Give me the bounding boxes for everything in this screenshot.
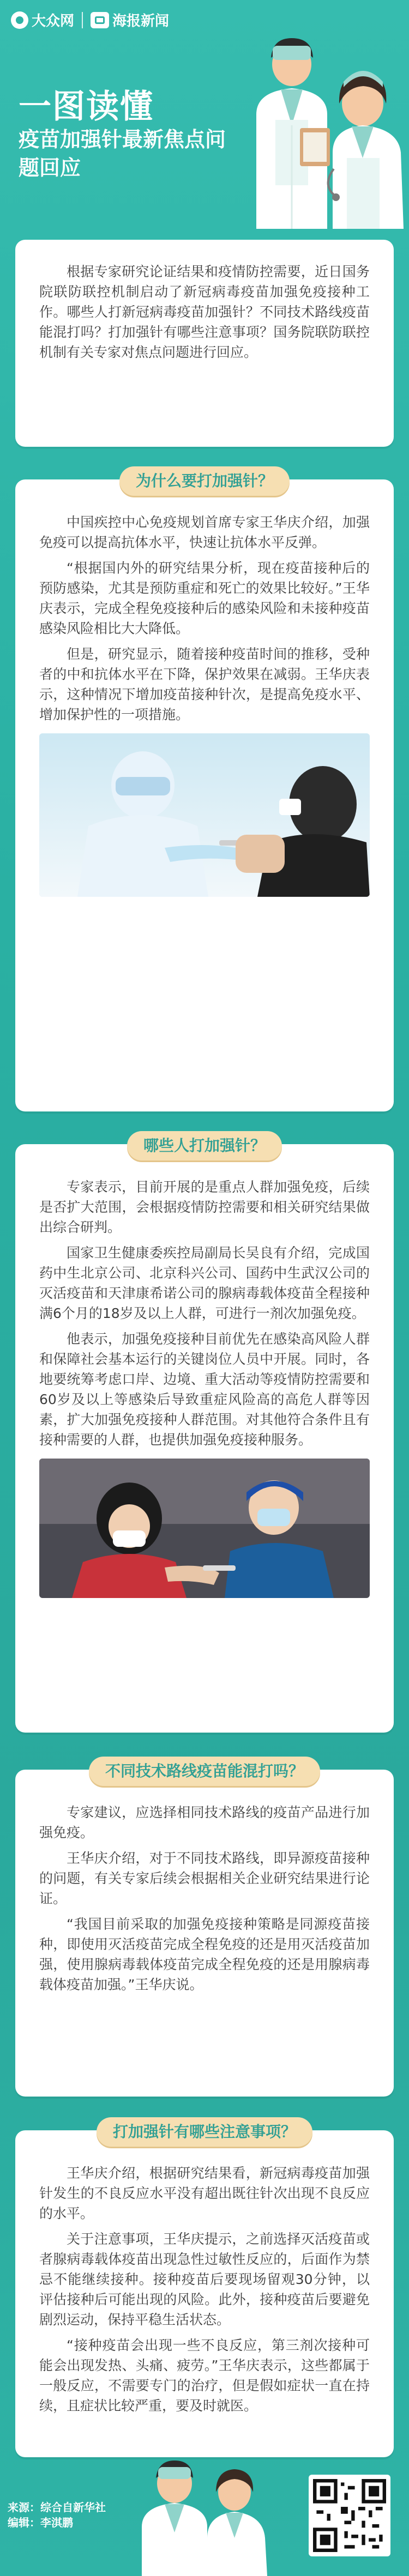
vaccination-photo-2: [39, 1459, 370, 1598]
footer-doctors-illustration: [120, 2445, 284, 2576]
section-1-paragraph: 但是，研究显示，随着接种疫苗时间的推移，受种者的中和抗体水平在下降，保护效果在减弱。王华庆表示，这种情况下增加疫苗接种针次，是提高免疫水平、增加保护性的一项措施。: [39, 646, 370, 722]
footer: [0, 2423, 409, 2576]
brand-divider: [82, 12, 83, 28]
section-title-4: 打加强针有哪些注意事项？: [97, 2117, 312, 2147]
brand-primary-label: 大众网: [32, 13, 75, 29]
brand-secondary-label: 海报新闻: [112, 13, 170, 29]
section-2-paragraph: 专家表示，目前开展的是重点人群加强免疫，后续是否扩大范围，会根据疫情防控需要和相关研究结果做出综合研判。: [39, 1179, 370, 1235]
section-4-paragraph: 关于注意事项，王华庆提示，之前选择灭活疫苗或者腺病毒载体疫苗出现急性过敏性反应的，后面作为禁忌不能继续接种。接种疫苗后要现场留观30分钟，以评估接种后可能出现的风险。此外，接种疫苗后要避免剧烈运动，保持平稳生活状态。: [39, 2231, 370, 2328]
section-card-3: [15, 1762, 394, 2097]
intro-text: 根据专家研究论证结果和疫情防控需要，近日国务院联防联控机制启动了新冠病毒疫苗加强免疫接种工作。哪些人打新冠病毒疫苗加强针？不同技术路线疫苗能混打吗？打加强针有哪些注意事项？国务院联防联控机制有关专家对焦点问题进行回应。: [39, 264, 370, 360]
brand-secondary-logo[interactable]: [91, 10, 169, 30]
dazhong-logo-icon: [11, 11, 28, 29]
section-title-3: 不同技术路线疫苗能混打吗？: [89, 1757, 320, 1786]
section-1-paragraph: 中国疾控中心免疫规划首席专家王华庆介绍，加强免疫可以提高抗体水平，快速让抗体水平反弹。: [39, 514, 370, 550]
footer-editor: 编辑：李淇鹏: [8, 2516, 73, 2529]
section-card-1: [15, 472, 394, 1111]
page-subtitle: 疫苗加强针最新焦点问题回应: [19, 127, 226, 180]
section-title-2: 哪些人打加强针？: [127, 1131, 282, 1161]
section-card-2: [15, 1137, 394, 1733]
qr-code[interactable]: [309, 2475, 390, 2556]
section-2-paragraph: 他表示，加强免疫接种目前优先在感染高风险人群和保障社会基本运行的关键岗位人员中开展。同时，各地要统筹考虑口岸、边境、重大活动等疫情防控需要和60岁及以上等感染后导致重症风险高的高危人群等因素，扩大加强免疫接种人群范围。对其他符合条件且有接种需要的人群，也提供加强免疫接种服务。: [39, 1331, 370, 1448]
vaccination-photo-1: [39, 733, 370, 897]
qr-code-icon: [313, 2479, 386, 2552]
section-card-4: [15, 2123, 394, 2457]
section-2-paragraph: 国家卫生健康委疾控局副局长吴良有介绍，完成国药中生北京公司、北京科兴公司、国药中生武汉公司的灭活疫苗和天津康希诺公司的腺病毒载体疫苗全程接种满6个月的18岁及以上人群，可进行一剂次加强免疫。: [39, 1245, 370, 1321]
section-3-paragraph: 专家建议，应选择相同技术路线的疫苗产品进行加强免疫。: [39, 1805, 370, 1840]
section-4-paragraph: 王华庆介绍，根据研究结果看，新冠病毒疫苗加强针发生的不良反应水平没有超出既往针次出现不良反应的水平。: [39, 2165, 370, 2221]
section-4-paragraph: “接种疫苗会出现一些不良反应，第三剂次接种可能会出现发热、头痛、疲劳。”王华庆表示，这些都属于一般反应，不需要专门的治疗，但是假如症状一直在持续，且症状比较严重，要及时就医。: [39, 2337, 370, 2414]
section-3-paragraph: “我国目前采取的加强免疫接种策略是同源疫苗接种，即使用灭活疫苗完成全程免疫的还是用灭活疫苗加强，使用腺病毒载体疫苗完成全程免疫的还是用腺病毒载体疫苗加强。”王华庆说。: [39, 1916, 370, 1992]
intro-card: [15, 240, 394, 447]
female-doctor-figure: [328, 71, 404, 229]
section-1-paragraph: “根据国内外的研究结果分析，现在疫苗接种后的预防感染，尤其是预防重症和死亡的效果比较好。”王华庆表示，完成全程免疫接种后的感染风险和未接种疫苗感染风险相比大大降低。: [39, 560, 370, 636]
footer-credits: [8, 2500, 106, 2530]
page-title: 一图读懂: [19, 88, 154, 126]
brand-bar: [11, 10, 169, 30]
brand-primary-logo[interactable]: [11, 10, 74, 30]
haibao-logo-icon: [91, 12, 109, 28]
doctors-illustration: [240, 22, 404, 229]
section-3-paragraph: 王华庆介绍，对于不同技术路线，即异源疫苗接种的问题，有关专家后续会根据相关企业研究结果进行论证。: [39, 1850, 370, 1906]
male-doctor-figure: [256, 38, 330, 229]
footer-source: 来源：综合自新华社: [8, 2501, 106, 2514]
section-title-1: 为什么要打加强针？: [119, 466, 290, 496]
